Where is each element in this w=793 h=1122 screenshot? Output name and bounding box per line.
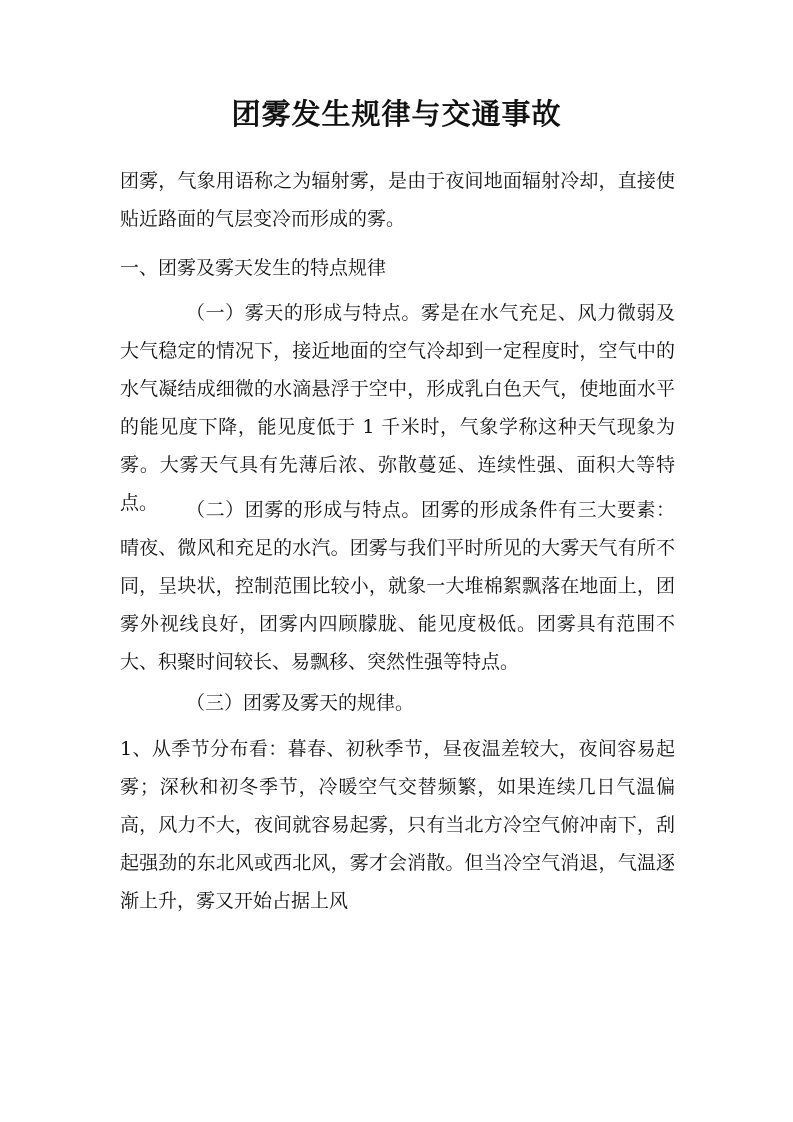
section-heading: 一、团雾及雾天发生的特点规律 xyxy=(120,257,387,279)
patch-fog-formation-paragraph: （二）团雾的形成与特点。团雾的形成条件有三大要素：晴夜、微风和充足的水汽。团雾与我们平时所见的大雾天气有所不同，呈块状，控制范围比较小，就象一大堆棉絮飘落在地面上，团雾外视线良好，团雾内四顾朦胧、能见度极低。团雾具有范围不大、积聚时间较长、易飘移、突然性强等特点。 xyxy=(120,499,675,673)
fog-pattern-subheading: （三）团雾及雾天的规律。 xyxy=(186,692,415,714)
fog-formation-paragraph: （一）雾天的形成与特点。雾是在水气充足、风力微弱及大气稳定的情况下，接近地面的空气冷却到一定程度时，空气中的水气凝结成细微的水滴悬浮于空中，形成乳白色天气，使地面水平的能见度下降，能见度低于 1 千米时，气象学称这种天气现象为雾。大雾天气具有先薄后浓、弥散蔓延、连续性强、面积大等特点。 xyxy=(120,302,675,514)
seasonal-distribution-paragraph: 1、从季节分布看：暮春、初秋季节，昼夜温差较大，夜间容易起雾；深秋和初冬季节，冷暖空气交替频繁，如果连续几日气温偏高，风力不大，夜间就容易起雾，只有当北方冷空气俯冲南下，刮起强劲的东北风或西北风，雾才会消散。但当冷空气消退，气温逐渐上升，雾又开始占据上风 xyxy=(120,738,675,912)
document-title: 团雾发生规律与交通事故 xyxy=(231,97,562,131)
intro-paragraph: 团雾，气象用语称之为辐射雾，是由于夜间地面辐射冷却，直接使贴近路面的气层变冷而形成的雾。 xyxy=(120,170,675,230)
